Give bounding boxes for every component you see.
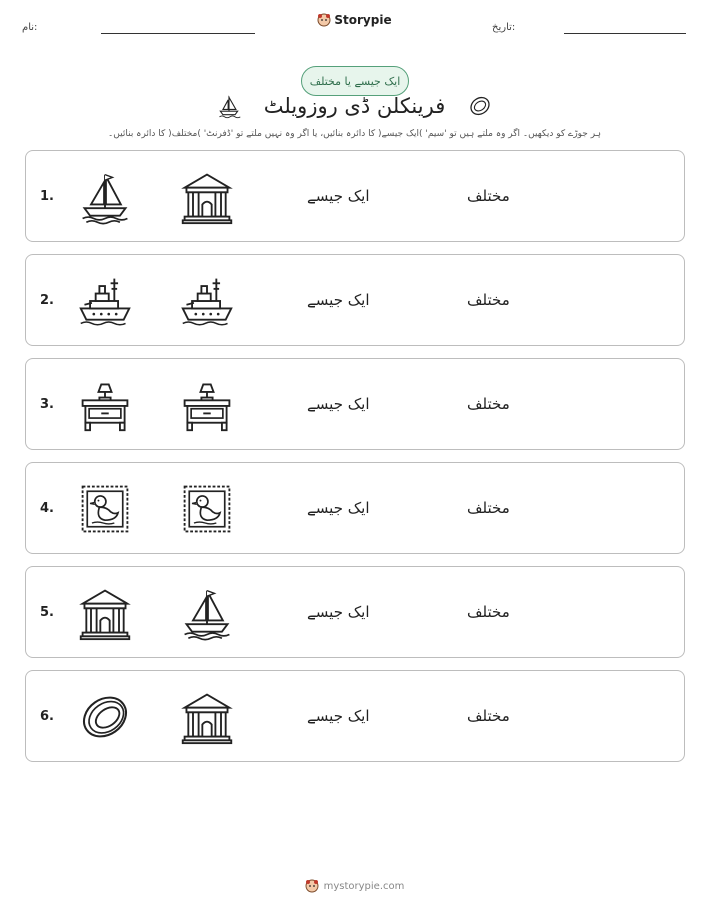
different-option[interactable]: مختلف [467, 291, 510, 309]
topic-badge: ایک جیسے یا مختلف [301, 66, 409, 96]
building-icon [179, 169, 235, 225]
sailboat-icon [179, 585, 235, 641]
ring-icon [77, 689, 133, 745]
right-picture [178, 377, 236, 433]
question-number: 1. [40, 188, 54, 204]
question-number: 2. [40, 292, 54, 308]
different-option[interactable]: مختلف [467, 187, 510, 205]
left-picture [76, 585, 134, 641]
right-picture [178, 273, 236, 329]
different-option[interactable]: مختلف [467, 395, 510, 413]
brand-name: Storypie [334, 13, 392, 27]
question-row [25, 462, 685, 554]
question-row [25, 566, 685, 658]
storypie-logo-icon [305, 879, 319, 893]
brand [0, 13, 709, 27]
different-option[interactable]: مختلف [467, 499, 510, 517]
name-line[interactable] [101, 33, 255, 34]
question-number: 4. [40, 500, 54, 516]
same-option[interactable]: ایک جیسے [307, 603, 370, 621]
left-picture [76, 169, 134, 225]
question-number: 3. [40, 396, 54, 412]
battleship-icon [77, 273, 133, 329]
ring-icon [467, 93, 493, 119]
nightstand-icon [77, 377, 133, 433]
nightstand-icon [179, 377, 235, 433]
same-option[interactable]: ایک جیسے [307, 187, 370, 205]
name-label: نام: [22, 22, 38, 33]
instructions: ہر جوڑے کو دیکھیں۔ اگر وہ ملتے ہیں تو 'سیم' )ایک جیسے( کا دائرہ بنائیں، یا اگر وہ نہیں ملتے تو 'ڈفرنٹ' )مختلف( کا دائرہ بنائیں۔ [108, 129, 601, 139]
different-option[interactable]: مختلف [467, 603, 510, 621]
storypie-logo-icon [317, 13, 331, 27]
left-picture [76, 377, 134, 433]
battleship-icon [179, 273, 235, 329]
left-picture [76, 273, 134, 329]
same-option[interactable]: ایک جیسے [307, 499, 370, 517]
right-picture [178, 585, 236, 641]
left-picture [76, 689, 134, 745]
left-picture [76, 481, 134, 537]
question-number: 6. [40, 708, 54, 724]
same-option[interactable]: ایک جیسے [307, 291, 370, 309]
page-title-row [0, 93, 709, 119]
same-option[interactable]: ایک جیسے [307, 395, 370, 413]
sailboat-icon [77, 169, 133, 225]
question-row [25, 150, 685, 242]
question-number: 5. [40, 604, 54, 620]
question-row [25, 670, 685, 762]
date-line[interactable] [564, 33, 686, 34]
page-title: فرینکلن ڈی روزویلٹ [263, 94, 446, 118]
question-row [25, 358, 685, 450]
duck-stamp-icon [179, 481, 235, 537]
question-row [25, 254, 685, 346]
right-picture [178, 169, 236, 225]
right-picture [178, 689, 236, 745]
building-icon [77, 585, 133, 641]
sailboat-icon [216, 93, 242, 119]
building-icon [179, 689, 235, 745]
duck-stamp-icon [77, 481, 133, 537]
same-option[interactable]: ایک جیسے [307, 707, 370, 725]
different-option[interactable]: مختلف [467, 707, 510, 725]
footer-site[interactable]: mystorypie.com [323, 880, 405, 892]
right-picture [178, 481, 236, 537]
footer [0, 879, 709, 893]
date-label: تاریخ: [492, 22, 516, 33]
